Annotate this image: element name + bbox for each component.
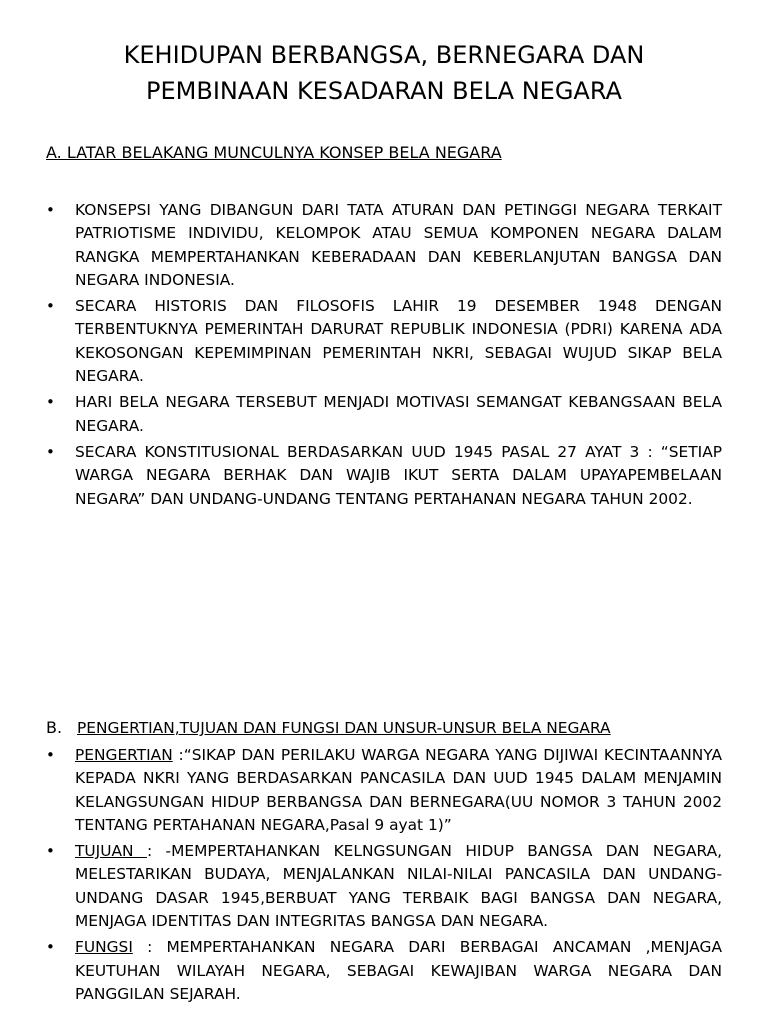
section-b-item-pengertian	[46, 744, 722, 837]
section-a-item-4-text: SECARA KONSTITUSIONAL BERDASARKAN UUD 1945 PASAL 27 AYAT 3 : “SETIAP WARGA NEGARA BERHAK DAN WAJIB IKUT SERTA DALAM UPAYAPEMBELAAN NEGARA” DAN UNDANG-UNDANG TENTANG PERTAHANAN NEGARA TAHUN 2002.	[75, 442, 722, 508]
section-a-heading: A. LATAR BELAKANG MUNCULNYA KONSEP BELA NEGARA	[46, 143, 502, 162]
bullet-icon: •	[46, 442, 55, 461]
section-b-marker: B.	[46, 718, 63, 737]
section-b-heading	[46, 717, 611, 739]
section-a-bullet-list	[46, 199, 722, 514]
bullet-icon: •	[46, 201, 55, 219]
section-a-item-4	[46, 441, 722, 511]
section-b-bullet-list	[46, 744, 722, 1009]
fungsi-body: : MEMPERTAHANKAN NEGARA DARI BERBAGAI ANCAMAN ,MENJAGA KEUTUHAN WILAYAH NEGARA, SEBAGAI KEWAJIBAN WARGA NEGARA DAN PANGGILAN SEJARAH.	[75, 938, 722, 1003]
document-title-line-1: KEHIDUPAN BERBANGSA, BERNEGARA DAN	[123, 41, 645, 69]
bullet-icon: •	[46, 842, 55, 861]
pengertian-label: PENGERTIAN	[75, 746, 173, 764]
section-b-item-pengertian-text	[75, 746, 722, 834]
section-a-item-1-text: KONSEPSI YANG DIBANGUN DARI TATA ATURAN DAN PETINGGI NEGARA TERKAIT PATRIOTISME INDIVIDU, KELOMPOK ATAU SEMUA KOMPONEN NEGARA DALAM RANGKA MEMPERTAHANKAN KEBERADAAN DAN KEBERLANJUTAN BANGSA DAN NEGARA INDONESIA.	[75, 201, 722, 289]
section-b-item-fungsi	[46, 936, 722, 1006]
pengertian-body: :“SIKAP DAN PERILAKU WARGA NEGARA YANG DIJIWAI KECINTAANNYA KEPADA NKRI YANG BERDASARKAN PANCASILA DAN UUD 1945 DALAM MENJAMIN KELANGSUNGAN HIDUP BERBANGSA DAN BERNEGARA(UU NOMOR 3 TAHUN 2002 TENTANG PERTAHANAN NEGARA,Pasal 9 ayat 1)”	[75, 746, 722, 834]
section-a-item-1	[46, 199, 722, 292]
bullet-icon: •	[46, 393, 55, 412]
tujuan-label: TUJUAN	[75, 842, 147, 861]
bullet-icon: •	[46, 938, 55, 957]
bullet-icon: •	[46, 746, 55, 764]
section-a-item-2-text: SECARA HISTORIS DAN FILOSOFIS LAHIR 19 DESEMBER 1948 DENGAN TERBENTUKNYA PEMERINTAH DARURAT REPUBLIK INDONESIA (PDRI) KARENA ADA KEKOSONGAN KEPEMIMPINAN PEMERINTAH NKRI, SEBAGAI WUJUD SIKAP BELA NEGARA.	[75, 297, 722, 386]
section-a-item-3-text: HARI BELA NEGARA TERSEBUT MENJADI MOTIVASI SEMANGAT KEBANGSAAN BELA NEGARA.	[75, 393, 722, 435]
bullet-icon: •	[46, 297, 55, 316]
fungsi-label: FUNGSI	[75, 938, 133, 957]
tujuan-body: : -MEMPERTAHANKAN KELNGSUNGAN HIDUP BANGSA DAN NEGARA, MELESTARIKAN BUDAYA, MENJALANKAN NILAI-NILAI PANCASILA DAN UNDANG-UNDANG DASAR 1945,BERBUAT YANG TERBAIK BAGI BANGSA DAN NEGARA, MENJAGA IDENTITAS DAN INTEGRITAS BANGSA DAN NEGARA.	[75, 842, 723, 931]
section-b-item-tujuan-text	[75, 842, 722, 930]
document-title-line-2: PEMBINAAN KESADARAN BELA NEGARA	[146, 77, 622, 105]
section-a-item-3	[46, 391, 722, 438]
section-b-item-tujuan	[46, 840, 722, 933]
section-b-item-fungsi-text	[75, 938, 722, 1003]
section-a-item-2	[46, 295, 722, 388]
section-b-heading-text: PENGERTIAN,TUJUAN DAN FUNGSI DAN UNSUR-UNSUR BELA NEGARA	[77, 719, 611, 737]
